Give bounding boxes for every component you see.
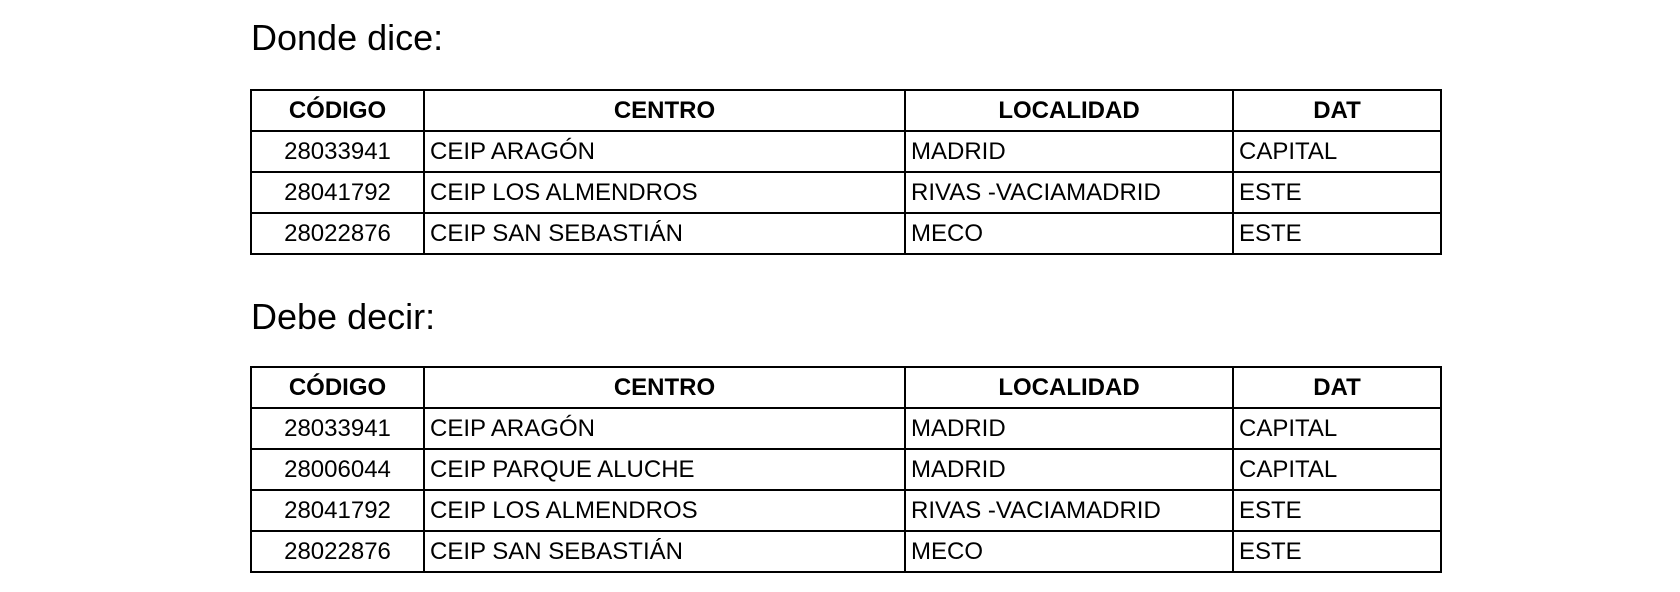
cell-codigo: 28033941 <box>251 408 424 449</box>
cell-dat: CAPITAL <box>1233 408 1441 449</box>
cell-codigo: 28041792 <box>251 172 424 213</box>
cell-localidad: RIVAS -VACIAMADRID <box>905 172 1233 213</box>
cell-centro: CEIP SAN SEBASTIÁN <box>424 531 905 572</box>
table-row <box>251 213 1441 254</box>
cell-codigo: 28006044 <box>251 449 424 490</box>
cell-codigo: 28022876 <box>251 531 424 572</box>
cell-dat: ESTE <box>1233 213 1441 254</box>
table-donde-dice <box>250 89 1442 255</box>
table-row <box>251 408 1441 449</box>
header-localidad: LOCALIDAD <box>905 90 1233 131</box>
section-title-donde-dice: Donde dice: <box>251 17 444 58</box>
header-centro: CENTRO <box>424 90 905 131</box>
section-title-debe-decir: Debe decir: <box>251 296 436 337</box>
header-centro: CENTRO <box>424 367 905 408</box>
table-debe-decir <box>250 366 1442 573</box>
cell-localidad: RIVAS -VACIAMADRID <box>905 490 1233 531</box>
cell-dat: ESTE <box>1233 531 1441 572</box>
header-codigo: CÓDIGO <box>251 90 424 131</box>
table-header-row <box>251 90 1441 131</box>
cell-localidad: MECO <box>905 213 1233 254</box>
cell-dat: ESTE <box>1233 490 1441 531</box>
table-header-row <box>251 367 1441 408</box>
cell-codigo: 28033941 <box>251 131 424 172</box>
header-dat: DAT <box>1233 367 1441 408</box>
cell-codigo: 28041792 <box>251 490 424 531</box>
cell-localidad: MADRID <box>905 408 1233 449</box>
cell-codigo: 28022876 <box>251 213 424 254</box>
cell-dat: CAPITAL <box>1233 449 1441 490</box>
table-row <box>251 449 1441 490</box>
cell-centro: CEIP PARQUE ALUCHE <box>424 449 905 490</box>
cell-centro: CEIP ARAGÓN <box>424 131 905 172</box>
cell-localidad: MADRID <box>905 449 1233 490</box>
header-dat: DAT <box>1233 90 1441 131</box>
table-row <box>251 490 1441 531</box>
header-codigo: CÓDIGO <box>251 367 424 408</box>
cell-dat: ESTE <box>1233 172 1441 213</box>
cell-centro: CEIP LOS ALMENDROS <box>424 172 905 213</box>
table-row <box>251 531 1441 572</box>
cell-localidad: MADRID <box>905 131 1233 172</box>
cell-centro: CEIP SAN SEBASTIÁN <box>424 213 905 254</box>
table-row <box>251 131 1441 172</box>
table-row <box>251 172 1441 213</box>
cell-localidad: MECO <box>905 531 1233 572</box>
header-localidad: LOCALIDAD <box>905 367 1233 408</box>
cell-centro: CEIP LOS ALMENDROS <box>424 490 905 531</box>
cell-centro: CEIP ARAGÓN <box>424 408 905 449</box>
cell-dat: CAPITAL <box>1233 131 1441 172</box>
